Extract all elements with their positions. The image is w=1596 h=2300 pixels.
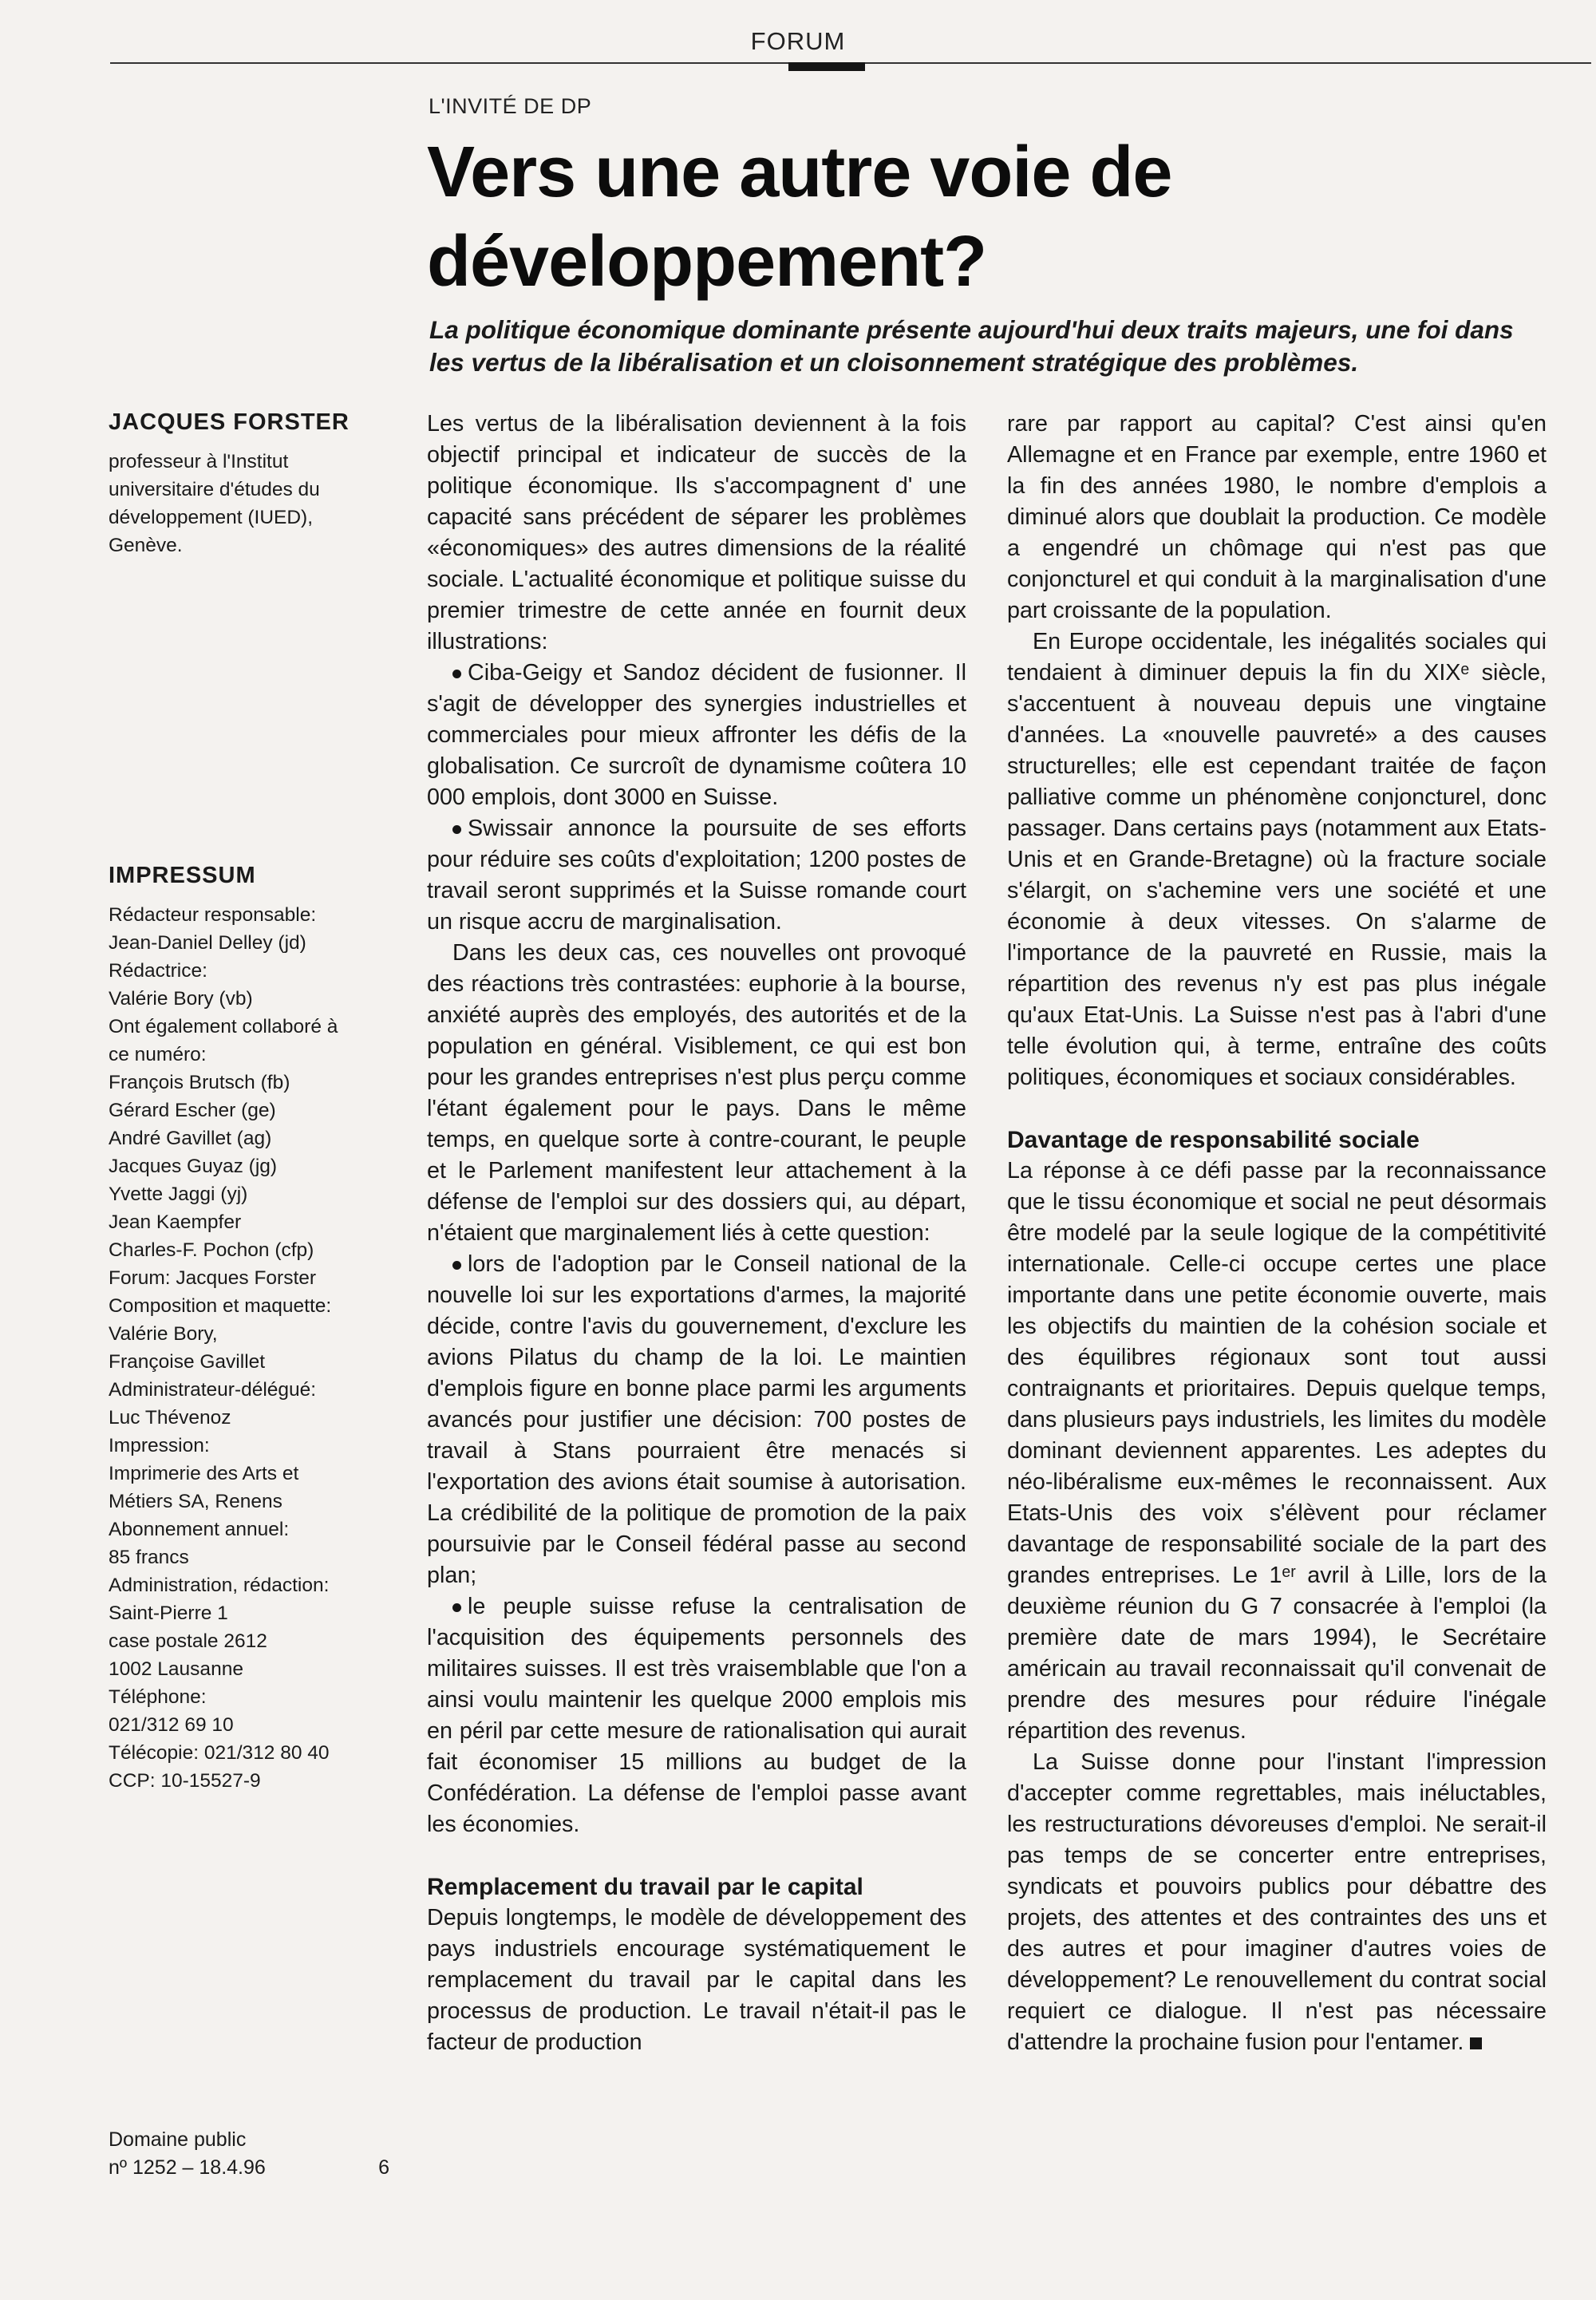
paragraph: En Europe occidentale, les inégalités sociales qui tendaient à diminuer depuis la fin du XIXᵉ siècle, s'accentuent à nouveau depuis une vingtaine d'années. La «nouvelle pauvreté» a des causes structurelles; elle est cependant traitée de façon palliative comme un phénomène conjoncturel, donc passager. Dans certains pays (notamment aux Etats-Unis et en Grande-Bretagne) où la fracture sociale s'élargit, on s'achemine vers une société et une économie à deux vitesses. On s'alarme de l'importance de la pauvreté en Russie, mais la répartition des revenus n'y est pas plus inégale qu'aux Etat-Unis. La Suisse n'est pas à l'abri d'une telle évolution qui, à terme, entraîne des coûts politiques, économiques et sociaux considérables. — [1007, 629, 1547, 1090]
impressum-line: Luc Thévenoz — [109, 1407, 231, 1429]
paragraph: Dans les deux cas, ces nouvelles ont provoqué des réactions très contrastées: euphorie à la bourse, anxiété auprès des employés, des autorités et de la population en général. Visiblement, ce qui est bon pour les grandes entreprises n'est plus perçu comme l'étant également pour le pays. Dans le même temps, en quelque sorte à contre-courant, le peuple et le Parlement manifestent leur attachement à la défense de l'emploi sur des dossiers qui, au départ, n'étaient que marginalement liés à cette question: — [427, 940, 966, 1246]
impressum-line: Métiers SA, Renens — [109, 1491, 282, 1512]
bullet-text: lors de l'adoption par le Conseil national de la nouvelle loi sur les exportations d'armes, la majorité décide, contre l'avis du gouvernement, d'exclure les avions Pilatus du champ de la loi. Le maintien d'emplois figure en bonne place parmi les arguments avancés pour justifier une décision: 700 postes de travail à Stans pourraient être menacés si l'exportation des avions était soumise à autorisation. La crédibilité de la politique de promotion de la paix poursuivie par le Conseil fédéral passe au second plan; — [427, 1251, 966, 1588]
impressum-line: André Gavillet (ag) — [109, 1128, 272, 1149]
subheading: Remplacement du travail par le capital — [427, 1874, 863, 1900]
bullet-text: le peuple suisse refuse la centralisation de l'acquisition des équipements personnels des militaires suisses. Il est très vraisemblable que l'on a ainsi voulu maintenir les quelque 2000 emplois mis en péril par cette mesure de rationalisation qui aurait fait économiser 15 millions au budget de la Confédération. La défense de l'emploi passe avant les économies. — [427, 1594, 966, 1837]
impressum-lines — [109, 901, 389, 1795]
author-name: JACQUES FORSTER — [109, 409, 350, 435]
end-of-article-icon — [1470, 2037, 1482, 2049]
bullet-icon — [452, 1261, 461, 1270]
impressum-line: François Brutsch (fb) — [109, 1072, 290, 1093]
bullet-text: Ciba-Geigy et Sandoz décident de fusionner. Il s'agit de développer des synergies industrielles et commerciales pour mieux affronter les défis de la globalisation. Ce surcroît de dynamisme coûtera 10 000 emplois, dont 3000 en Suisse. — [427, 660, 966, 810]
impressum-line: Valérie Bory, — [109, 1323, 218, 1345]
impressum-line: Jean-Daniel Delley (jd) — [109, 932, 306, 954]
impressum-title: IMPRESSUM — [109, 863, 256, 888]
impressum-line: Ont également collaboré à — [109, 1016, 338, 1037]
publication-name: Domaine public — [109, 2128, 247, 2151]
paragraph: rare par rapport au capital? C'est ainsi qu'en Allemagne et en France par exemple, entre 1960 et la fin des années 1980, le nombre d'emplois a diminué alors que doublait la production. Ce modèle a engendré un chômage qui n'est pas que conjoncturel et qui conduit à la marginalisation d'une part croissante de la population. — [1007, 411, 1547, 623]
impressum-line: Télécopie: 021/312 80 40 — [109, 1742, 330, 1764]
impressum-line: Saint-Pierre 1 — [109, 1602, 228, 1624]
impressum-line: Charles-F. Pochon (cfp) — [109, 1239, 314, 1261]
impressum-line: Yvette Jaggi (yj) — [109, 1184, 248, 1205]
impressum-line: 1002 Lausanne — [109, 1658, 243, 1680]
impressum-line: Rédacteur responsable: — [109, 904, 317, 926]
impressum-line: Administrateur-délégué: — [109, 1379, 317, 1401]
paragraph: La réponse à ce défi passe par la reconnaissance que le tissu économique et social ne peut désormais être modelé par la seule logique de la compétitivité internationale. Celle-ci occupe certes une place importante dans une petite économie ouverte, mais les objectifs du maintien de la cohésion sociale et des équilibres régionaux sont tout aussi contraignants et prioritaires. Depuis quelque temps, dans plusieurs pays industriels, les limites du modèle dominant deviennent apparentes. Les adeptes du néo-libéralisme eux-mêmes le reconnaissent. Aux Etats-Unis des voix s'élèvent pour réclamer davantage de responsabilité sociale de la part des grandes entreprises. Le 1ᵉʳ avril à Lille, lors de la deuxième réunion du G 7 consacrée à l'emploi (la première date de mars 1994), le Secrétaire américain au travail reconnaissait qu'il convenait de prendre des mesures pour réduire l'inégale répartition des revenus. — [1007, 1158, 1547, 1744]
impressum-line: Gérard Escher (ge) — [109, 1100, 276, 1121]
page-number: 6 — [378, 2156, 389, 2179]
article-column-2 — [1007, 409, 1547, 2058]
paragraph — [1007, 1747, 1547, 2058]
section-label: FORUM — [750, 27, 846, 55]
impressum-line: Françoise Gavillet — [109, 1351, 266, 1373]
impressum-line: Valérie Bory (vb) — [109, 988, 253, 1010]
impressum-line: Jean Kaempfer — [109, 1211, 242, 1233]
impressum-line: 85 francs — [109, 1547, 189, 1568]
lede: La politique économique dominante présente aujourd'hui deux traits majeurs, une foi dans les vertus de la libéralisation et un cloisonnement stratégique des problèmes. — [429, 315, 1514, 377]
bullet-icon — [452, 670, 461, 678]
impressum-line: Jacques Guyaz (jg) — [109, 1156, 278, 1177]
bullet-item — [427, 658, 966, 813]
impressum-line: Rédactrice: — [109, 960, 207, 982]
impressum-line: Téléphone: — [109, 1686, 207, 1708]
impressum-line: Imprimerie des Arts et — [109, 1463, 299, 1484]
author-bio: professeur à l'Institut universitaire d'études du développement (IUED), Genève. — [109, 451, 320, 556]
bullet-item — [427, 1249, 966, 1591]
headline: Vers une autre voie de développement? — [427, 132, 1172, 302]
article-column-1 — [427, 409, 966, 2058]
impressum-line: CCP: 10-15527-9 — [109, 1770, 261, 1792]
bullet-item — [427, 1591, 966, 1840]
issue-number: nº 1252 – 18.4.96 — [109, 2156, 266, 2179]
impressum-line: 021/312 69 10 — [109, 1714, 234, 1736]
bullet-item — [427, 813, 966, 938]
bullet-text: Swissair annonce la poursuite de ses efforts pour réduire ses coûts d'exploitation; 1200 postes de travail seront supprimés et la Suisse romande court un risque accru de marginalisation. — [427, 816, 966, 935]
paragraph: Les vertus de la libéralisation deviennent à la fois objectif principal et indicateur de succès de la politique économique. Ils s'accompagnent d' une capacité sans précédent de séparer les problèmes «économiques» des autres dimensions de la réalité sociale. L'actualité économique et politique suisse du premier trimestre de cette année en fournit deux illustrations: — [427, 411, 966, 654]
footer — [109, 2126, 389, 2182]
impressum — [109, 862, 389, 1795]
impressum-line: Administration, rédaction: — [109, 1575, 330, 1596]
subheading: Davantage de responsabilité sociale — [1007, 1127, 1420, 1153]
paragraph: Depuis longtemps, le modèle de développement des pays industriels encourage systématiquement le remplacement du travail par le capital dans les processus de production. Le travail n'était-il pas le facteur de production — [427, 1905, 966, 2055]
header-rule-accent — [788, 62, 865, 71]
impressum-line: ce numéro: — [109, 1044, 207, 1065]
impressum-line: case postale 2612 — [109, 1630, 267, 1652]
paragraph-text: La Suisse donne pour l'instant l'impression d'accepter comme regrettables, mais inéluctables, les restructurations dévoreuses d'emploi. Ne serait-il pas temps de se concerter entre entreprises, syndicats et pouvoirs publics pour débattre des projets, des attentes et des contraintes des uns et des autres et pour imaginer d'autres voies de développement? Le renouvellement du contrat social requiert ce dialogue. Il n'est pas nécessaire d'attendre la prochaine fusion pour l'entamer. — [1007, 1749, 1547, 2055]
author-block — [109, 409, 389, 559]
impressum-line: Impression: — [109, 1435, 210, 1456]
bullet-icon — [452, 1603, 461, 1612]
impressum-line: Composition et maquette: — [109, 1295, 332, 1317]
kicker: L'INVITÉ DE DP — [429, 94, 592, 118]
bullet-icon — [452, 825, 461, 834]
impressum-line: Abonnement annuel: — [109, 1519, 290, 1540]
impressum-line: Forum: Jacques Forster — [109, 1267, 317, 1289]
